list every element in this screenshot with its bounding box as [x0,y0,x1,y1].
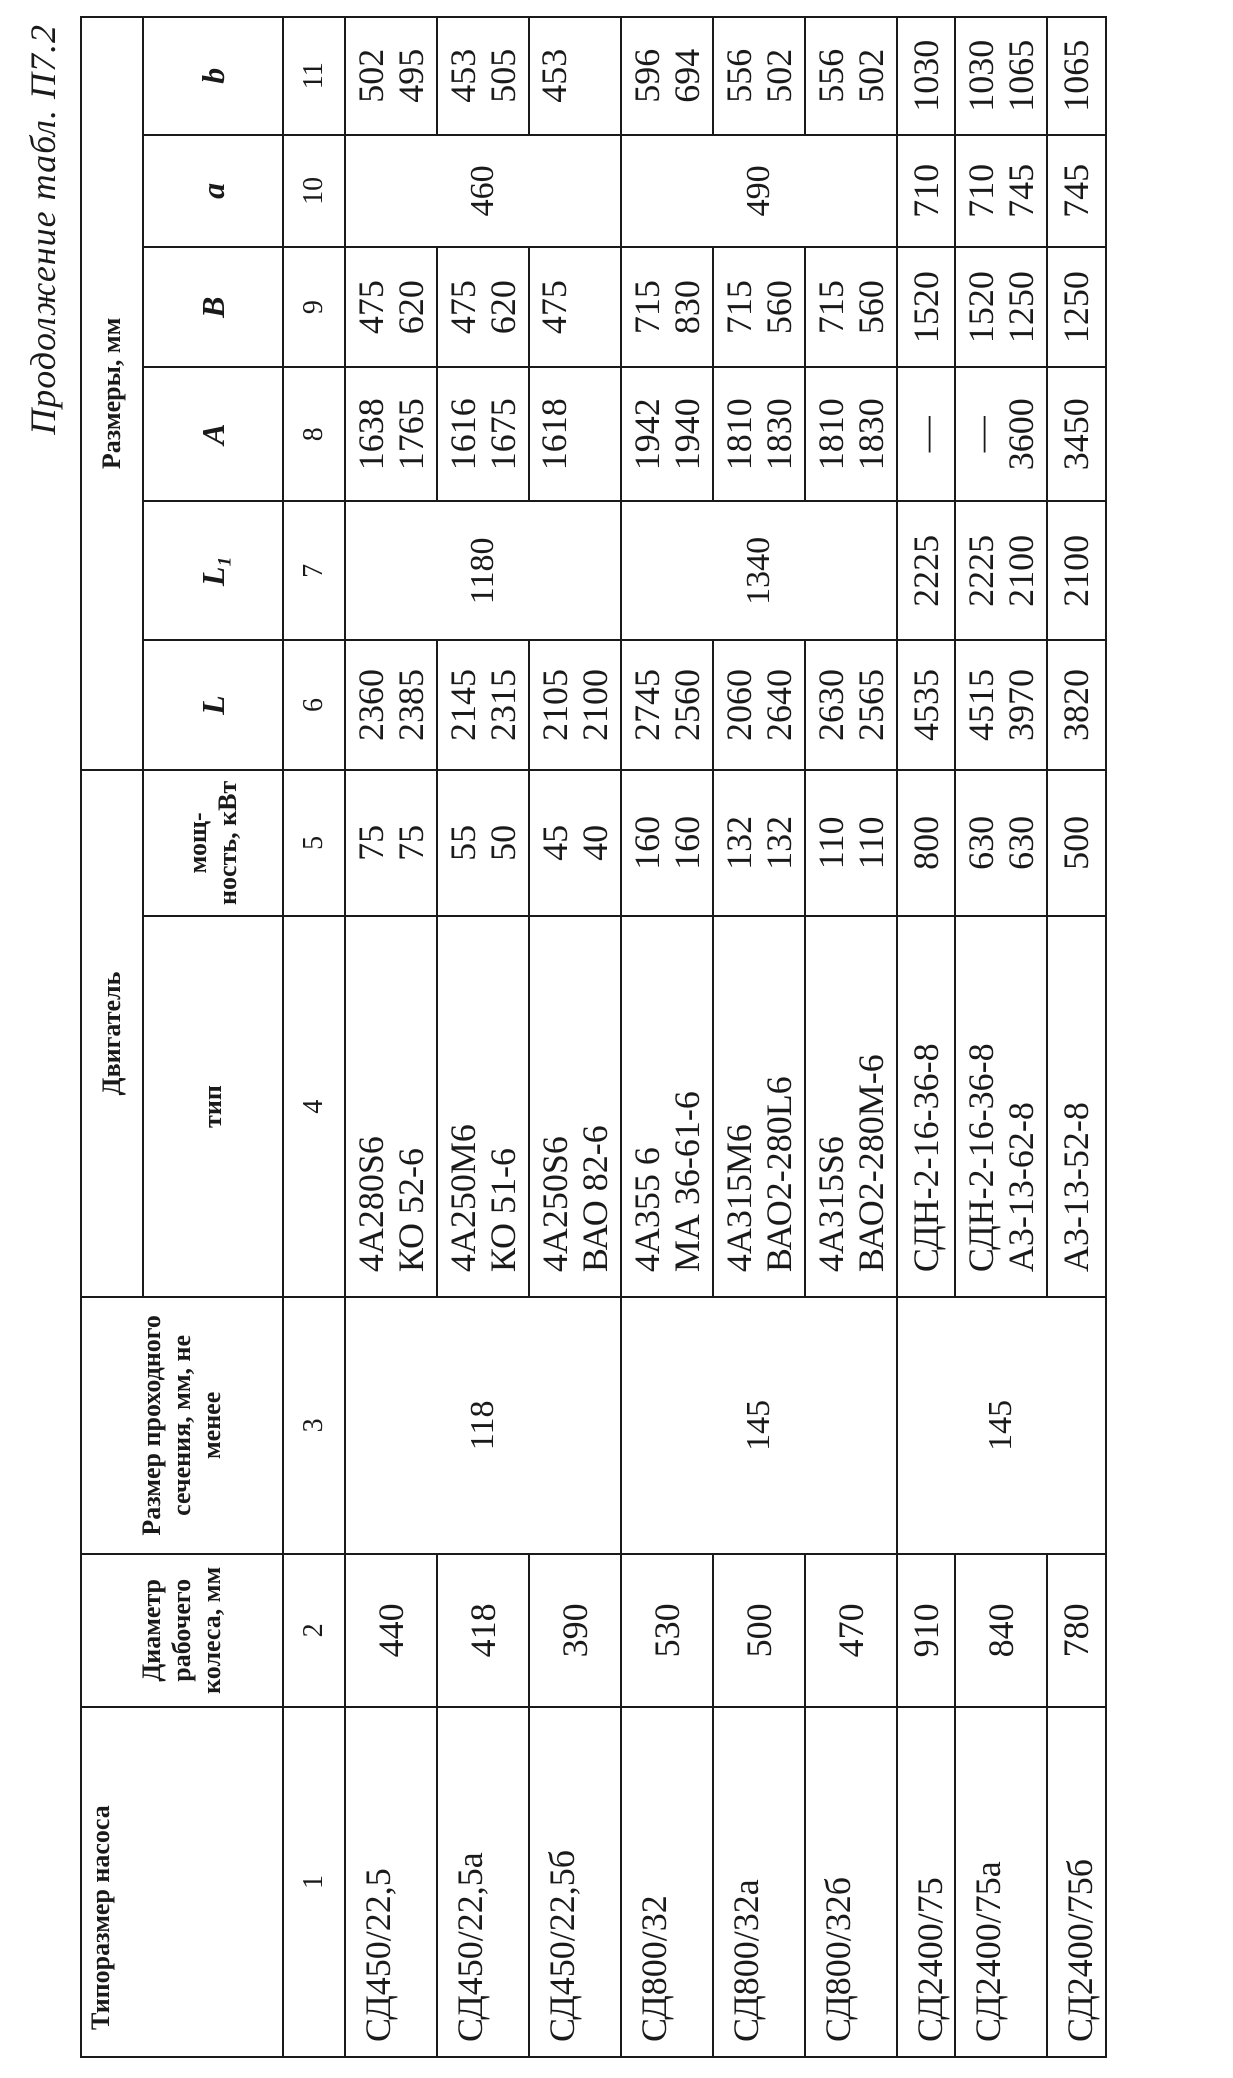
pump-specs-table [80,16,1107,2058]
a-cell: 490 [621,135,897,248]
header-motor-type: тип [143,916,283,1297]
L-cell [437,640,529,769]
B-value: 620 [483,280,523,335]
header-motor: Двигатель [81,770,143,1297]
column-number: 11 [283,17,345,135]
A-value: — [961,416,1001,453]
a-cell: 460 [345,135,621,248]
motor-type: А3-13-52-8 [1056,1102,1097,1273]
b-value: 502 [759,48,799,103]
motor-type-cell [805,916,897,1297]
L-value: 2100 [575,669,615,742]
table-row [529,17,621,2057]
passage-cell: 118 [345,1297,621,1553]
column-number-row [283,17,345,2057]
L1-cell: 1180 [345,501,621,640]
b-value: 694 [667,48,707,103]
power-value: 110 [810,816,851,870]
A-cell [1047,367,1105,501]
diameter-cell: 440 [345,1554,437,1707]
b-value: 502 [350,48,391,103]
diameter-cell: 470 [805,1554,897,1707]
table-row [621,17,713,2057]
B-value: 1250 [1056,271,1097,344]
power-value: 50 [483,824,523,861]
A-value: 1765 [391,398,431,471]
A-value: 1810 [718,398,759,471]
L1-cell [955,501,1047,640]
b-cell [529,17,621,135]
A-cell [805,367,897,501]
motor-type: КО 52-6 [391,1148,431,1273]
b-value: 1065 [1056,39,1097,112]
power-value: 132 [759,815,799,870]
motor-type: 4А355 6 [626,1147,667,1273]
L1-value: 2100 [1001,534,1042,607]
a-value: 710 [961,163,1001,218]
A-cell [437,367,529,501]
B-cell [345,247,437,367]
diameter-cell: 840 [955,1554,1047,1707]
pump-cell: СД800/32 [621,1707,713,2057]
L1-cell [1047,501,1105,640]
motor-type-cell [345,916,437,1297]
motor-type: А3-13-62-8 [1001,1102,1042,1273]
motor-type: 4А280S6 [350,1136,391,1273]
power-value: 160 [667,815,707,870]
L-value: 2145 [442,669,483,742]
header-B: B [143,247,283,367]
table-row [897,17,955,2057]
b-cell [713,17,805,135]
a-cell [897,135,955,248]
a-value: 710 [906,163,946,218]
A-value: 1675 [483,398,523,471]
power-value: 55 [442,824,483,861]
B-cell [437,247,529,367]
B-value: 1520 [961,271,1001,344]
A-value: 1638 [350,398,391,471]
B-cell [1047,247,1105,367]
motor-type: 4А315S6 [810,1136,851,1273]
b-value: 495 [391,48,431,103]
a-value: 745 [1056,163,1097,218]
column-number: 4 [283,916,345,1297]
column-number: 5 [283,770,345,916]
motor-type-cell [1047,916,1105,1297]
power-cell [529,770,621,916]
L-cell [621,640,713,769]
motor-type: ВАО 82-6 [575,1125,615,1273]
power-value: 40 [575,824,615,861]
power-value: 630 [1001,815,1042,870]
A-value: — [906,416,946,453]
header-L: L [143,640,283,769]
diameter-cell: 780 [1047,1554,1105,1707]
diameter-cell: 418 [437,1554,529,1707]
b-cell [805,17,897,135]
header-b: b [143,17,283,135]
motor-type: КО 51-6 [483,1148,523,1273]
column-number: 2 [283,1554,345,1707]
header-L1: L₁ [143,501,283,640]
L-value: 2105 [534,669,575,742]
power-cell [345,770,437,916]
header-passage: Размер проходного сечения, мм, не менее [81,1297,283,1553]
b-cell [437,17,529,135]
b-value: 596 [626,48,667,103]
power-cell [713,770,805,916]
B-value: 475 [534,280,574,335]
b-value: 556 [810,48,851,103]
table-row [955,17,1047,2057]
motor-type-cell [897,916,955,1297]
table-row [805,17,897,2057]
motor-type-cell [955,916,1047,1297]
header-a: a [143,135,283,248]
column-number: 10 [283,135,345,248]
b-cell [345,17,437,135]
B-cell [529,247,621,367]
diameter-cell: 910 [897,1554,955,1707]
table-row [713,17,805,2057]
pump-cell: СД800/32а [713,1707,805,2057]
passage-cell: 145 [897,1297,1106,1553]
L-value: 3820 [1056,669,1097,742]
a-value: 745 [1001,163,1042,218]
motor-type-cell [437,916,529,1297]
motor-type: 4А250S6 [534,1136,575,1273]
pump-cell: СД2400/75б [1047,1707,1105,2057]
motor-type: СДН-2-16-36-8 [961,1043,1001,1273]
L-value: 2060 [718,669,759,742]
b-cell [621,17,713,135]
power-cell [955,770,1047,916]
motor-type: ВАО2-280М-6 [851,1054,891,1273]
header-motor-power: мощ-ность, кВт [143,770,283,916]
b-cell [897,17,955,135]
B-cell [897,247,955,367]
A-cell [713,367,805,501]
power-cell [621,770,713,916]
B-cell [955,247,1047,367]
column-number: 7 [283,501,345,640]
power-value: 45 [534,824,575,861]
diameter-cell: 500 [713,1554,805,1707]
b-value: 556 [718,48,759,103]
L-cell [345,640,437,769]
L-value: 2360 [350,669,391,742]
L-value: 2315 [483,669,523,742]
L1-cell [897,501,955,640]
A-value: 3600 [1001,398,1042,471]
B-value: 715 [718,280,759,335]
B-value: 715 [626,280,667,335]
L-value: 4535 [906,669,946,742]
L-value: 4515 [961,669,1001,742]
B-cell [713,247,805,367]
b-value: 502 [851,48,891,103]
B-value: 560 [759,280,799,335]
diameter-cell: 530 [621,1554,713,1707]
b-cell [1047,17,1105,135]
B-cell [621,247,713,367]
passage-cell: 145 [621,1297,897,1553]
table-row [345,17,437,2057]
L-value: 2640 [759,669,799,742]
L-value: 2745 [626,669,667,742]
L-cell [529,640,621,769]
power-value: 75 [350,824,391,861]
L1-value: 2225 [961,534,1001,607]
L-value: 2385 [391,669,431,742]
L-cell [805,640,897,769]
pump-cell: СД450/22,5а [437,1707,529,2057]
L-value: 2565 [851,669,891,742]
column-number: 3 [283,1297,345,1553]
b-cell [955,17,1047,135]
B-value: 1520 [906,271,946,344]
b-value: 1030 [961,39,1001,112]
A-cell [345,367,437,501]
table-row [437,17,529,2057]
B-value: 475 [442,280,483,335]
pump-cell: СД450/22,5 [345,1707,437,2057]
header-pump-type: Типоразмер насоса [81,1707,283,2057]
A-value: 1830 [851,398,891,471]
B-value: 620 [391,280,431,335]
power-value: 500 [1056,815,1097,870]
header-dimensions: Размеры, мм [81,17,143,770]
header-A: A [143,367,283,501]
B-value: 715 [810,280,851,335]
L-value: 2630 [810,669,851,742]
power-value: 75 [391,824,431,861]
L-cell [955,640,1047,769]
L-cell [713,640,805,769]
b-value: 1030 [906,39,946,112]
b-value: 1065 [1001,39,1042,112]
power-cell [437,770,529,916]
B-value: 1250 [1001,271,1042,344]
L1-value: 2225 [906,534,946,607]
L1-value: 2100 [1056,534,1097,607]
motor-type: СДН-2-16-36-8 [906,1043,946,1273]
b-value: 453 [534,48,574,103]
A-cell [955,367,1047,501]
a-cell [1047,135,1105,248]
motor-type: ВАО2-280L6 [759,1076,799,1273]
power-cell [1047,770,1105,916]
column-number: 8 [283,367,345,501]
power-cell [897,770,955,916]
power-value: 630 [961,815,1001,870]
a-cell [955,135,1047,248]
motor-type-cell [713,916,805,1297]
table-caption: Продолжение табл. П7.2 [23,24,63,435]
A-cell [621,367,713,501]
header-wheel-diameter: Диаметр рабочего колеса, мм [81,1554,283,1707]
pump-cell: СД450/22,5б [529,1707,621,2057]
table-row [1047,17,1105,2057]
column-number: 1 [283,1707,345,2057]
A-value: 1618 [534,398,574,471]
motor-type: 4А250М6 [442,1124,483,1273]
diameter-cell: 390 [529,1554,621,1707]
A-cell [529,367,621,501]
L1-cell: 1340 [621,501,897,640]
pump-cell: СД2400/75 [897,1707,955,2057]
B-value: 830 [667,280,707,335]
B-cell [805,247,897,367]
L-cell [897,640,955,769]
B-value: 475 [350,280,391,335]
motor-type: 4А315М6 [718,1124,759,1273]
pump-cell: СД2400/75а [955,1707,1047,2057]
motor-type-cell [621,916,713,1297]
A-value: 1810 [810,398,851,471]
motor-type: МА 36-61-6 [667,1091,707,1273]
power-value: 132 [718,815,759,870]
A-value: 1830 [759,398,799,471]
motor-type-cell [529,916,621,1297]
A-value: 1616 [442,398,483,471]
L-value: 2560 [667,669,707,742]
A-value: 3450 [1056,398,1097,471]
column-number: 9 [283,247,345,367]
A-value: 1942 [626,398,667,471]
L-value: 3970 [1001,669,1042,742]
b-value: 505 [483,48,523,103]
column-number: 6 [283,640,345,769]
A-value: 1940 [667,398,707,471]
B-value: 560 [851,280,891,335]
power-value: 110 [851,816,891,870]
A-cell [897,367,955,501]
power-value: 800 [906,815,946,870]
b-value: 453 [442,48,483,103]
power-value: 160 [626,815,667,870]
L-cell [1047,640,1105,769]
power-cell [805,770,897,916]
pump-cell: СД800/32б [805,1707,897,2057]
